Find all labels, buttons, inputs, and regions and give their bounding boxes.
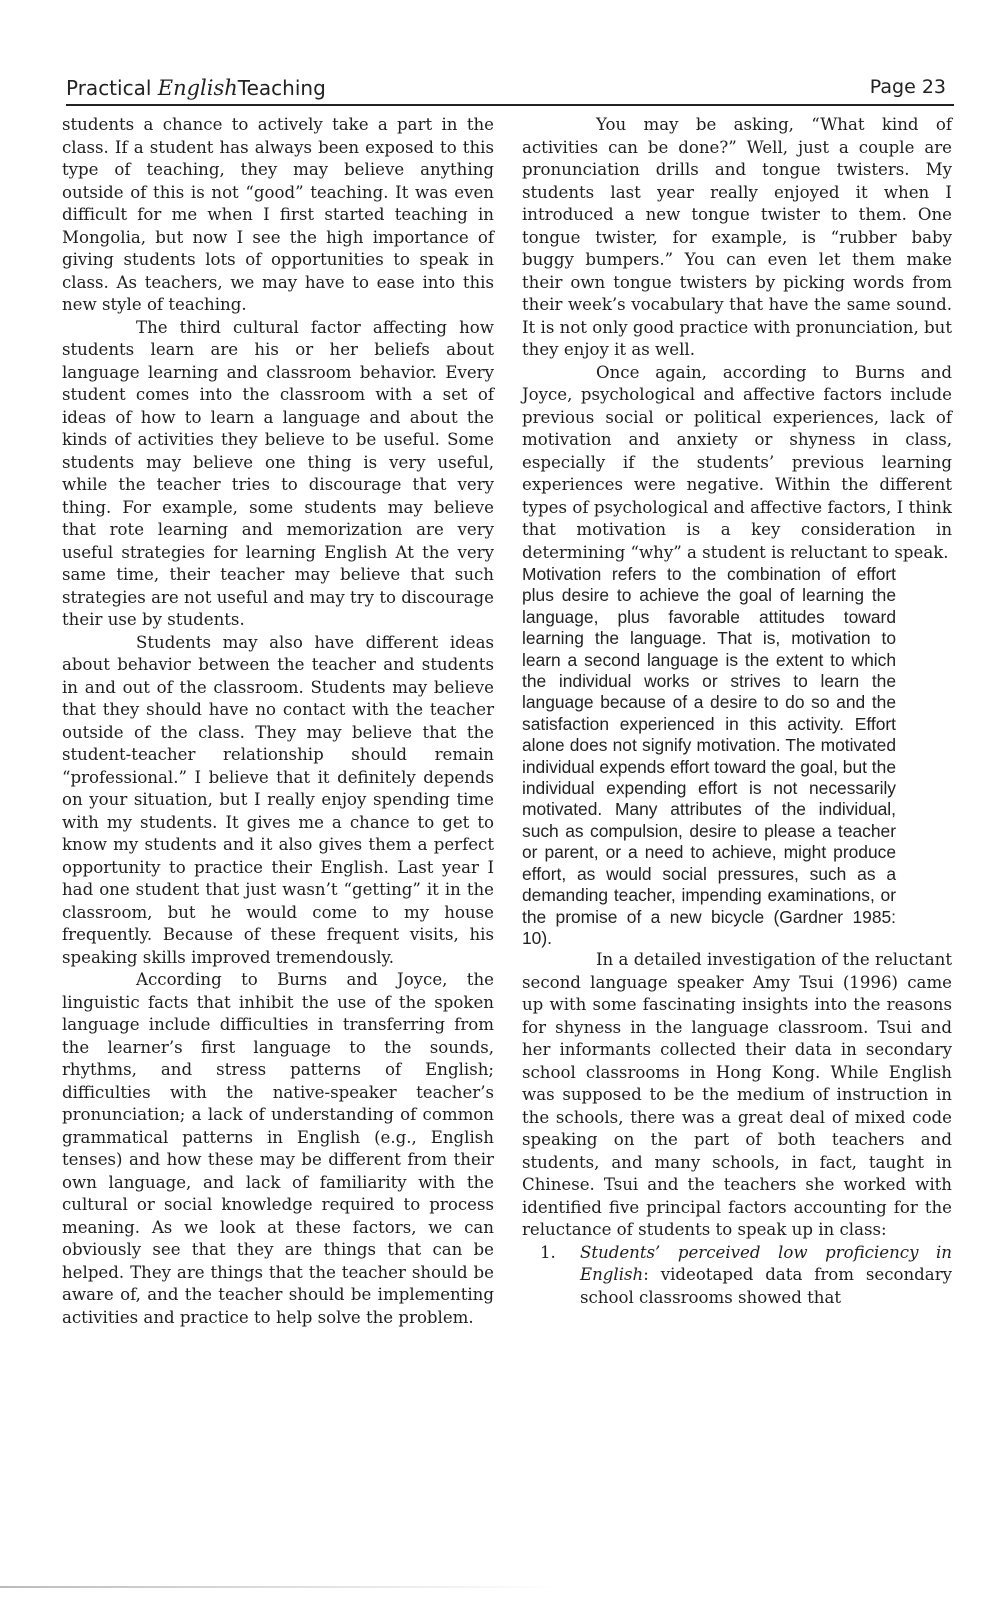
left-paragraph-1: students a chance to actively take a part in the class. If a student has always been exposed to this type of teaching, they may believe anything outside of this is not “good” teaching. It was even difficult for me when I first started teaching in Mongolia, but now I see the high importance of giving students lots of opportunities to speak in class. As teachers, we may have to ease into this new style of teaching. bbox=[62, 115, 494, 314]
right-paragraph-2: Once again, according to Burns and Joyce, psychological and affective factors include previous social or political experiences, lack of motivation and anxiety or shyness in class, especially if the students’ previous learning experiences were negative. Within the different types of psychological and affective factors, I think that motivation is a key consideration in determining “why” a student is reluctant to speak. bbox=[522, 362, 952, 562]
right-paragraph-3: In a detailed investigation of the reluctant second language speaker Amy Tsui (1996) came up with some fascinating insights into the reasons for shyness in the language classroom. Tsui and her informants collected their data in secondary school classrooms in Hong Kong. While English was supposed to be the medium of instruction in the schools, there was a great deal of mixed code speaking on the part of both teachers and students, and many schools, in fact, taught in Chinese. Tsui and the teachers she worked with identified five principal factors accounting for the reluctance of students to speak up in class: bbox=[522, 950, 952, 1240]
left-column bbox=[62, 114, 494, 1329]
journal-title-suffix: Teaching bbox=[237, 76, 326, 100]
right-column bbox=[522, 114, 952, 1309]
left-paragraph-4: According to Burns and Joyce, the linguistic facts that inhibit the use of the spoken language include difficulties in transferring from the learner’s first language to the sounds, rhythms, and stress patterns of English; difficulties with the native-speaker teacher’s pronunciation; a lack of understanding of common grammatical patterns in English (e.g., English tenses) and how these may be different from their own language, and lack of familiarity with the cultural or social knowledge required to process meaning. As we look at these factors, we can obviously see that they are things that can be helped. They are things that the teacher should be aware of, and the teacher should be implementing activities and practice to help solve the problem. bbox=[62, 970, 494, 1327]
list-item bbox=[522, 1242, 952, 1310]
journal-title bbox=[66, 76, 326, 100]
page-number: Page 23 bbox=[869, 76, 946, 98]
journal-title-script: English bbox=[157, 76, 238, 100]
page-header bbox=[66, 76, 954, 106]
right-paragraph-1: You may be asking, “What kind of activities can be done?” Well, just a couple are pronunciation drills and tongue twisters. My students last year really enjoyed it when I introduced a new tongue twister to them. One tongue twister, for example, is “rubber baby buggy bumpers.” You can even let them make their own tongue twisters by picking words from their week’s vocabulary that have the same sound. It is not only good practice with pronunciation, but they enjoy it as well. bbox=[522, 115, 952, 359]
list-item-text: : videotaped data from secondary school classrooms showed that bbox=[580, 1265, 952, 1307]
left-paragraph-3: Students may also have different ideas about behavior between the teacher and students in and out of the classroom. Students may believe that they should have no contact with the teacher outside of the class. They may believe that the student-teacher relationship should remain “professional.” I believe that it definitely depends on your situation, but I really enjoy spending time with my students. It gives me a chance to get to know my students and it also gives them a perfect opportunity to practice their English. Last year I had one student that just wasn’t “getting” it in the classroom, but he would come to my house frequently. Because of these frequent visits, his speaking skills improved tremendously. bbox=[62, 632, 494, 967]
journal-title-prefix: Practical bbox=[66, 76, 158, 100]
left-paragraph-2: The third cultural factor affecting how students learn are his or her beliefs about language learning and classroom behavior. Every student comes into the classroom with a set of ideas of how to learn a language and about the kinds of activities they believe to be useful. Some students may believe one thing is very useful, while the teacher tries to discourage that very thing. For example, some students may believe that rote learning and memorization are very useful strategies for learning English At the very same time, their teacher may believe that such strategies are not useful and may try to discourage their use by students. bbox=[62, 317, 494, 629]
list-item-title: Students’ perceived low proficiency in English bbox=[580, 1242, 952, 1285]
block-quote: Motivation refers to the combination of effort plus desire to achieve the goal of learning the language, plus favorable attitudes toward learning the language. That is, motivation to learn a second language is the extent to which the individual works or strives to learn the language because of a desire to do so and the satisfaction experienced in this activity. Effort alone does not signify motivation. The motivated individual expends effort toward the goal, but the individual expending effort is not necessarily motivated. Many attributes of the individual, such as compulsion, desire to please a teacher or parent, or a need to achieve, might produce effort, as would social pressures, such as a demanding teacher, impending examinations, or the promise of a new bicycle (Gardner 1985: 10). bbox=[522, 564, 896, 948]
list-item-number: 1. bbox=[540, 1242, 556, 1262]
list-item-body bbox=[580, 1242, 952, 1310]
bottom-scan-edge bbox=[0, 1586, 560, 1588]
